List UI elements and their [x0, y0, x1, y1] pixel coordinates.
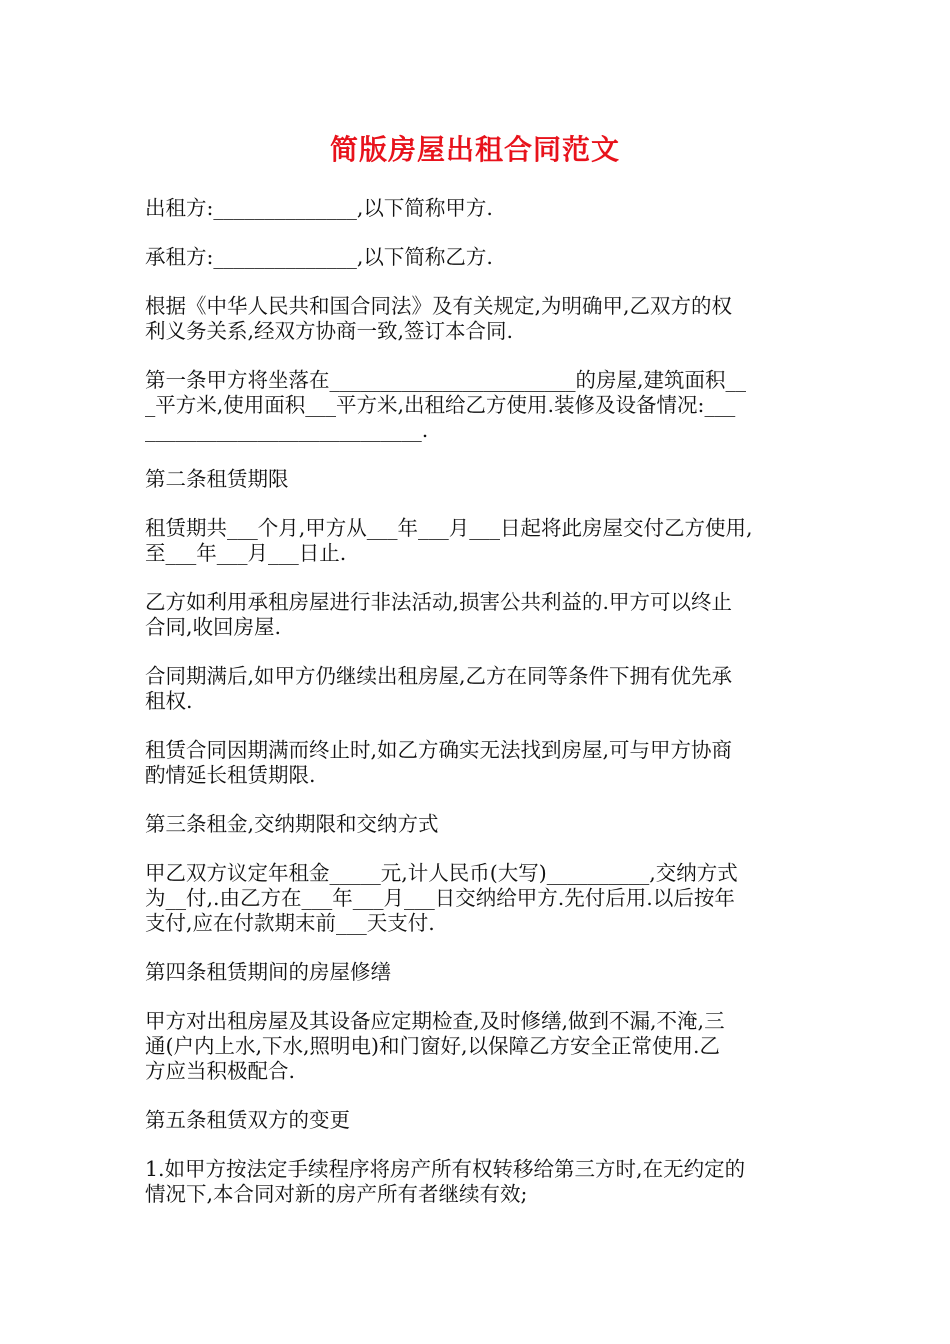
paragraph	[145, 960, 810, 985]
paragraph-line: 承租方:______________,以下简称乙方.	[145, 245, 493, 269]
paragraph	[145, 664, 810, 714]
paragraph-line: 合同,收回房屋.	[145, 615, 282, 639]
paragraph-line: 情况下,本合同对新的房产所有者继续有效;	[145, 1182, 528, 1206]
paragraph	[145, 245, 810, 270]
paragraph	[145, 294, 810, 344]
paragraph	[145, 861, 810, 936]
paragraph	[145, 196, 810, 221]
paragraph-line: 为__付,.由乙方在___年___月___日交纳给甲方.先付后用.以后按年	[145, 886, 735, 910]
paragraph-line: 第一条甲方将坐落在________________________的房屋,建筑面积__	[145, 368, 747, 392]
paragraph-line: 乙方如利用承租房屋进行非法活动,损害公共利益的.甲方可以终止	[145, 590, 733, 614]
paragraph-line: 第五条租赁双方的变更	[145, 1108, 350, 1132]
paragraph-line: 甲方对出租房屋及其设备应定期检查,及时修缮,做到不漏,不淹,三	[145, 1009, 725, 1033]
paragraph-line: 支付,应在付款期末前___天支付.	[145, 911, 435, 935]
paragraph-line: 利义务关系,经双方协商一致,签订本合同.	[145, 319, 514, 343]
paragraph	[145, 812, 810, 837]
paragraph	[145, 738, 810, 788]
paragraph	[145, 467, 810, 492]
paragraph-line: 至___年___月___日止.	[145, 541, 347, 565]
paragraph-line: 酌情延长租赁期限.	[145, 763, 316, 787]
paragraph-line: 甲乙双方议定年租金_____元,计人民币(大写)__________,交纳方式	[145, 861, 738, 885]
paragraph-line: 第四条租赁期间的房屋修缮	[145, 960, 391, 984]
paragraph-line: ___________________________.	[145, 418, 429, 442]
paragraph-line: 合同期满后,如甲方仍继续出租房屋,乙方在同等条件下拥有优先承	[145, 664, 733, 688]
paragraph-line: 根据《中华人民共和国合同法》及有关规定,为明确甲,乙双方的权	[145, 294, 733, 318]
paragraph	[145, 1009, 810, 1084]
document-title: 简版房屋出租合同范文	[329, 133, 620, 166]
paragraph-line: 方应当积极配合.	[145, 1059, 296, 1083]
paragraph-line: 通(户内上水,下水,照明电)和门窗好,以保障乙方安全正常使用.乙	[145, 1034, 721, 1058]
paragraph	[145, 368, 810, 443]
document-body	[145, 196, 810, 1231]
paragraph	[145, 1108, 810, 1133]
paragraph	[145, 516, 810, 566]
paragraph-line: 租赁期共___个月,甲方从___年___月___日起将此房屋交付乙方使用,	[145, 516, 753, 540]
paragraph	[145, 1157, 810, 1207]
paragraph-line: 租权.	[145, 689, 193, 713]
paragraph	[145, 590, 810, 640]
paragraph-line: 1.如甲方按法定手续程序将房产所有权转移给第三方时,在无约定的	[145, 1157, 746, 1181]
paragraph-line: 出租方:______________,以下简称甲方.	[145, 196, 493, 220]
paragraph-line: 第三条租金,交纳期限和交纳方式	[145, 812, 439, 836]
paragraph-line: 租赁合同因期满而终止时,如乙方确实无法找到房屋,可与甲方协商	[145, 738, 733, 762]
paragraph-line: 第二条租赁期限	[145, 467, 289, 491]
paragraph-line: _平方米,使用面积___平方米,出租给乙方使用.装修及设备情况:___	[145, 393, 736, 417]
